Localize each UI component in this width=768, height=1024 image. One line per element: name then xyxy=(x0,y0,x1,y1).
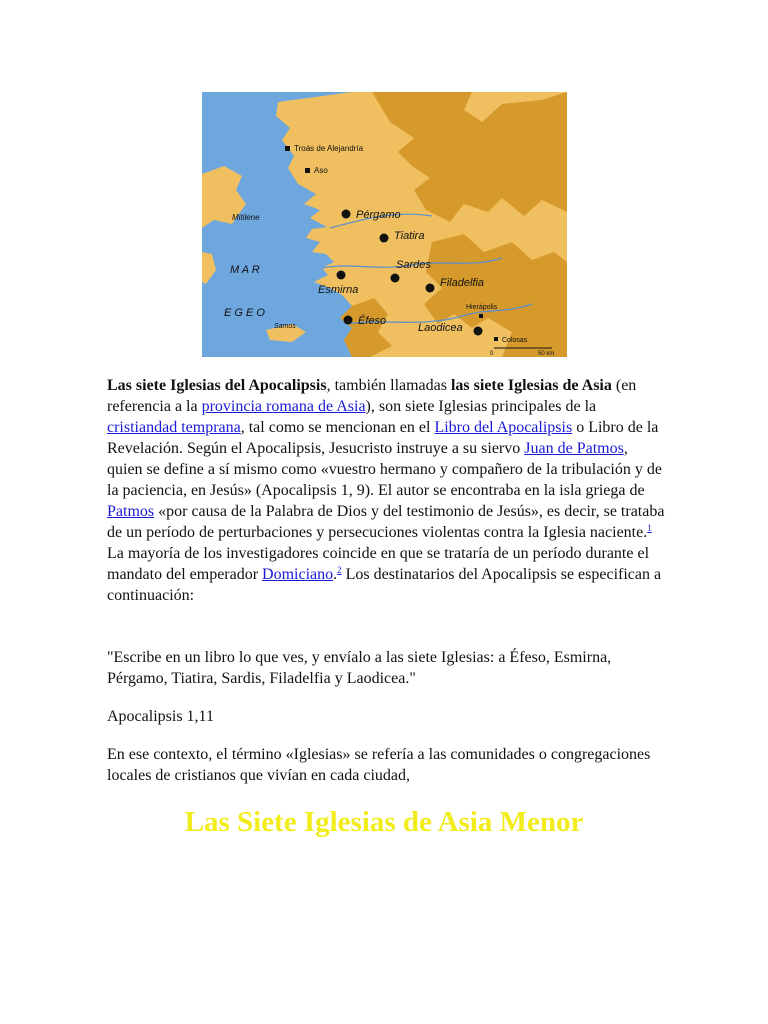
church-label-pergamo: Pérgamo xyxy=(356,209,401,221)
term-seven-churches-asia: las siete Iglesias de Asia xyxy=(450,377,612,394)
city-label-colosas: Colosas xyxy=(502,337,528,344)
church-marker-efeso xyxy=(344,316,353,325)
intro-text: La mayoría de los investigadores coincide en que se trataría de un período durante el mandato del emperador xyxy=(107,545,650,583)
city-label-troas: Troás de Alejandría xyxy=(294,144,364,153)
link-domiciano[interactable]: Domiciano xyxy=(262,566,334,583)
city-marker-colosas xyxy=(494,337,498,341)
intro-text: , quien se define a sí mismo como «vuestro hermano y compañero de la tribulación y de la paciencia, en Jesús» (Apocalipsis 1, 9). El autor se encontraba en la isla griega de xyxy=(107,440,662,499)
bible-quote: "Escribe en un libro lo que ves, y envíalo a las siete Iglesias: a Éfeso, Esmirna, Pérgamo, Tiatira, Sardis, Filadelfia y Laodicea." xyxy=(107,649,612,687)
church-marker-pergamo xyxy=(342,210,351,219)
intro-text: «por causa de la Palabra de Dios y del testimonio de Jesús», es decir, se trataba de un período de perturbaciones y persecuciones violentas contra la Iglesia naciente. xyxy=(107,503,665,541)
link-patmos[interactable]: Patmos xyxy=(107,503,155,520)
city-label-aso: Aso xyxy=(314,166,328,175)
city-marker-troas xyxy=(285,146,290,151)
footnote-ref-1[interactable]: 1 xyxy=(647,523,652,533)
church-marker-tiatira xyxy=(380,234,389,243)
island-label-samos: Samos xyxy=(274,323,296,330)
church-marker-sardes xyxy=(391,274,400,283)
church-marker-esmirna xyxy=(337,271,346,280)
intro-text: o Libro de la Revelación. Según el Apocalipsis, Jesucristo instruye a su siervo xyxy=(107,419,659,457)
intro-paragraph xyxy=(107,375,667,606)
term-seven-churches: Las siete Iglesias del Apocalipsis xyxy=(107,377,327,394)
link-libro-apocalipsis[interactable]: Libro del Apocalipsis xyxy=(434,419,573,436)
intro-text: Los destinatarios del Apocalipsis se especifican a continuación: xyxy=(107,566,662,604)
city-marker-hierapolis xyxy=(479,314,483,318)
intro-text: , tal como se mencionan en el xyxy=(240,419,435,436)
church-label-esmirna: Esmirna xyxy=(318,284,359,296)
church-marker-filadelfia xyxy=(426,284,435,293)
church-label-sardes: Sardes xyxy=(396,259,431,271)
intro-text: , también llamadas xyxy=(326,377,451,394)
section-heading: Las Siete Iglesias de Asia Menor xyxy=(184,806,584,838)
church-marker-laodicea xyxy=(474,327,483,336)
city-marker-aso xyxy=(305,168,310,173)
seven-churches-map xyxy=(202,92,567,357)
church-label-filadelfia: Filadelfia xyxy=(440,277,485,289)
intro-text: (en referencia a la xyxy=(107,377,637,415)
church-label-tiatira: Tiatira xyxy=(394,230,425,242)
church-label-laodicea: Laodicea xyxy=(418,322,463,334)
map-scale-max: 50 km xyxy=(538,351,555,357)
link-cristiandad-temprana[interactable]: cristiandad temprana xyxy=(107,419,241,436)
island-label-mitilene: Mitilene xyxy=(232,213,260,222)
intro-text: . xyxy=(333,566,338,583)
church-label-efeso: Éfeso xyxy=(358,315,387,327)
link-juan-de-patmos[interactable]: Juan de Patmos xyxy=(524,440,624,457)
sea-label-mar: M A R xyxy=(230,264,260,276)
link-provincia-asia[interactable]: provincia romana de Asia xyxy=(201,398,366,415)
intro-text: ), son siete Iglesias principales de la xyxy=(365,398,597,415)
context-paragraph: En ese contexto, el término «Iglesias» se refería a las comunidades o congregaciones locales de cristianos que vivían en cada ciudad, xyxy=(107,746,651,784)
city-label-hierapolis: Hierápolis xyxy=(466,304,498,311)
map-scale-zero: 0 xyxy=(490,351,494,357)
sea-label-egeo: E G E O xyxy=(224,307,265,319)
footnote-ref-2[interactable]: 2 xyxy=(337,565,342,575)
quote-reference: Apocalipsis 1,11 xyxy=(107,708,214,725)
